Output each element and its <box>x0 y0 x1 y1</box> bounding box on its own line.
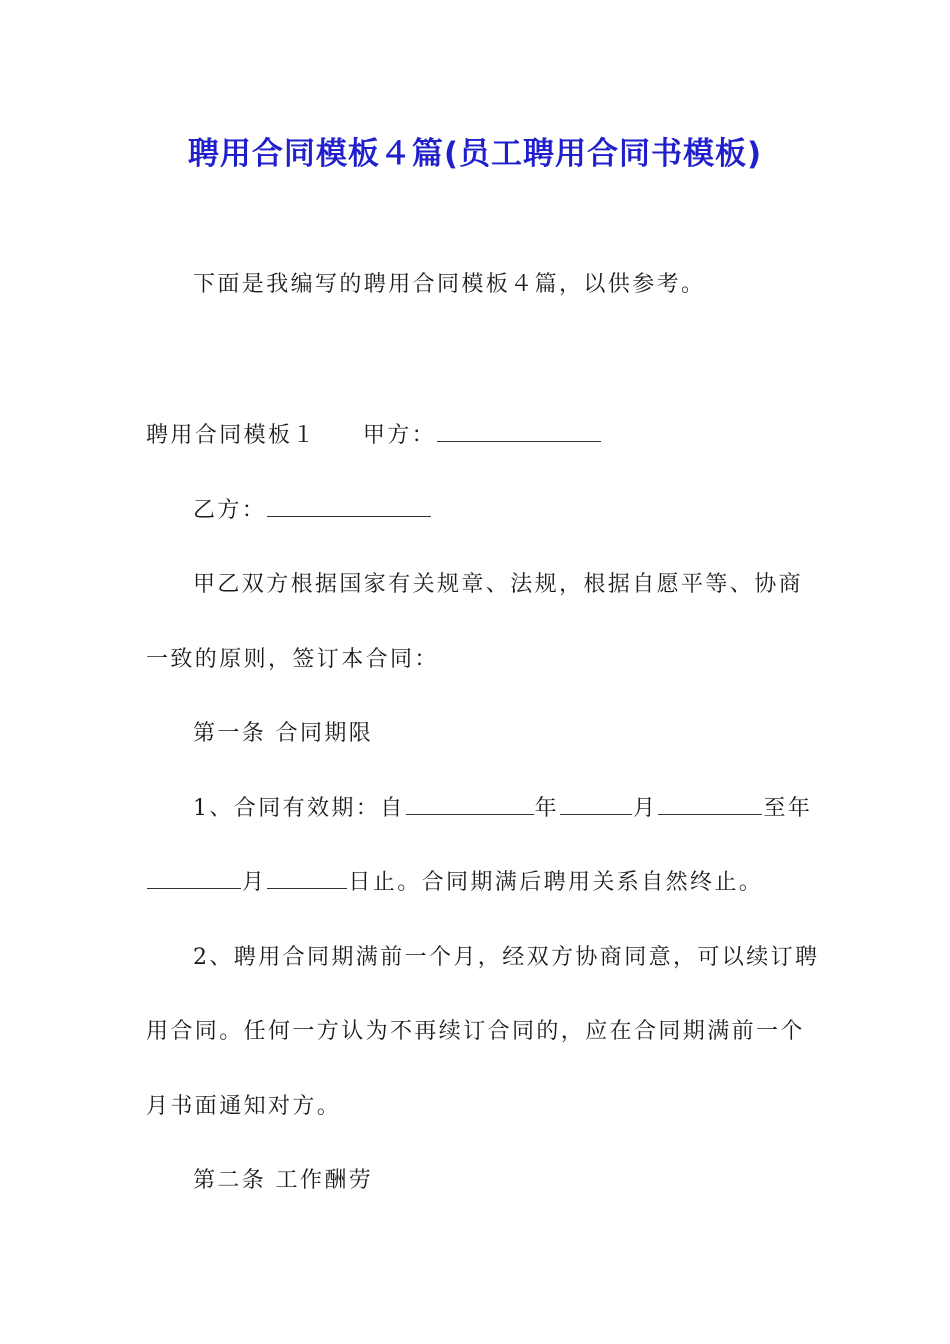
party-a-label: 甲方： <box>362 423 437 448</box>
article-2-title: 第二条 工作酬劳 <box>193 1168 374 1193</box>
clause-1-month: 月 <box>633 796 658 821</box>
clause-1-line-1 <box>193 794 812 824</box>
document-title: 聘用合同模板４篇(员工聘用合同书模板) <box>187 136 763 172</box>
clause-2-line-3: 月书面通知对方。 <box>146 1094 342 1119</box>
clause-1-line-2 <box>146 868 763 898</box>
clause-1-to-year: 至年 <box>763 796 813 821</box>
start-month-blank <box>560 794 632 815</box>
party-b-blank <box>267 496 431 517</box>
end-day-blank <box>267 868 347 889</box>
clause-1-month-2: 月 <box>242 870 267 895</box>
paragraph-1-line-2: 一致的原则，签订本合同： <box>146 647 439 672</box>
party-a-blank <box>437 421 601 442</box>
end-year-blank <box>147 868 241 889</box>
party-b-label: 乙方： <box>193 498 267 523</box>
clause-2-line-2: 用合同。任何一方认为不再续订合同的，应在合同期满前一个 <box>146 1019 805 1044</box>
start-day-blank <box>658 794 762 815</box>
clause-1-year: 年 <box>534 796 560 821</box>
article-1-title: 第一条 合同期限 <box>193 721 374 746</box>
paragraph-1-line-1: 甲乙双方根据国家有关规章、法规，根据自愿平等、协商 <box>193 572 804 597</box>
clause-1-end: 日止。合同期满后聘用关系自然终止。 <box>348 870 764 895</box>
clause-2-line-1: 2、聘用合同期满前一个月，经双方协商同意，可以续订聘 <box>193 945 820 970</box>
start-year-blank <box>406 794 534 815</box>
clause-1-prefix: 1、合同有效期：自 <box>193 796 405 821</box>
intro-paragraph: 下面是我编写的聘用合同模板４篇，以供参考。 <box>193 272 706 297</box>
party-b-line <box>193 496 432 526</box>
template-heading: 聘用合同模板１ <box>146 423 317 448</box>
template-heading-line <box>146 421 602 451</box>
